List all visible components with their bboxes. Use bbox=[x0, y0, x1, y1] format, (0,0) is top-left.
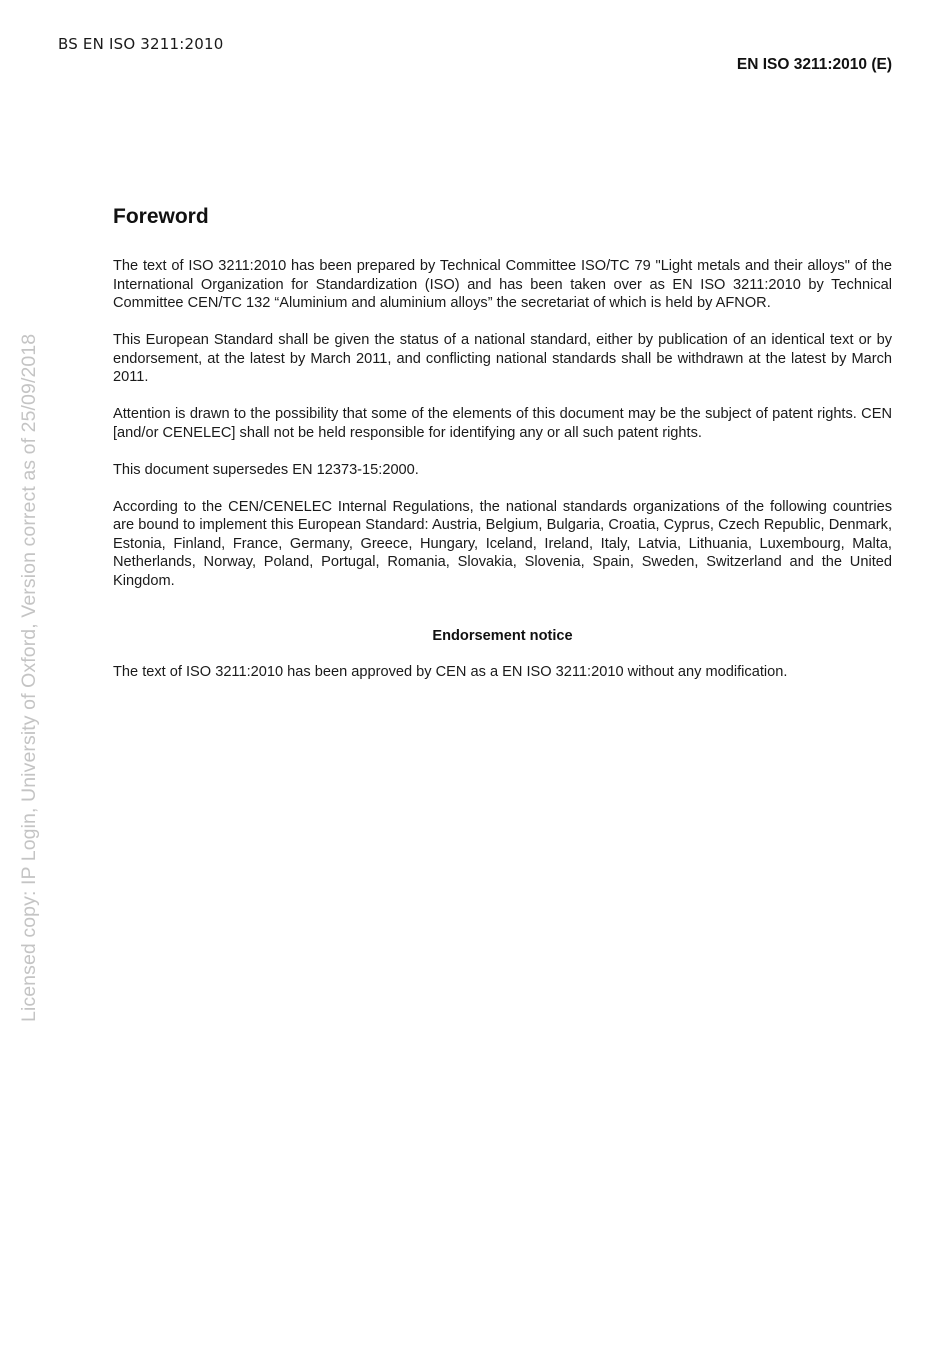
foreword-paragraph-2: This European Standard shall be given the status of a national standard, either by publication of an identical text or by endorsement, at the latest by March 2011, and conflicting national standards shall be withdrawn at the latest by March 2011. bbox=[113, 332, 892, 385]
endorsement-notice-text: The text of ISO 3211:2010 has been approved by CEN as a EN ISO 3211:2010 without any modification. bbox=[113, 664, 788, 680]
foreword-paragraph-5: According to the CEN/CENELEC Internal Regulations, the national standards organizations of the following countries are bound to implement this European Standard: Austria, Belgium, Bulgaria, Croatia, Cyprus, Czech Republic, Denmark, Estonia, Finland, France, Germany, Greece, Hungary, Iceland, Ireland, Italy, Latvia, Lithuania, Luxembourg, Malta, Netherlands, Norway, Poland, Portugal, Romania, Slovakia, Slovenia, Spain, Sweden, Switzerland and the United Kingdom. bbox=[113, 498, 892, 589]
foreword-paragraph-1: The text of ISO 3211:2010 has been prepared by Technical Committee ISO/TC 79 "Light metals and their alloys" of the International Organization for Standardization (ISO) and has been taken over as EN ISO 3211:2010 by Technical Committee CEN/TC 132 “Aluminium and aluminium alloys” the secretariat of which is held by AFNOR. bbox=[113, 258, 892, 311]
document-id-header: EN ISO 3211:2010 (E) bbox=[736, 56, 892, 73]
foreword-title: Foreword bbox=[113, 205, 209, 228]
license-watermark: Licensed copy: IP Login, University of Oxford, Version correct as of 25/09/2018 bbox=[18, 333, 40, 1022]
foreword-paragraph-3: Attention is drawn to the possibility that some of the elements of this document may be the subject of patent rights. CEN [and/or CENELEC] shall not be held responsible for identifying any or all such patent rights. bbox=[113, 406, 892, 441]
foreword-paragraph-4: This document supersedes EN 12373-15:2000. bbox=[113, 461, 419, 478]
page-content bbox=[113, 205, 892, 682]
standard-reference-header: BS EN ISO 3211:2010 bbox=[58, 35, 224, 53]
endorsement-notice-title: Endorsement notice bbox=[432, 628, 573, 644]
